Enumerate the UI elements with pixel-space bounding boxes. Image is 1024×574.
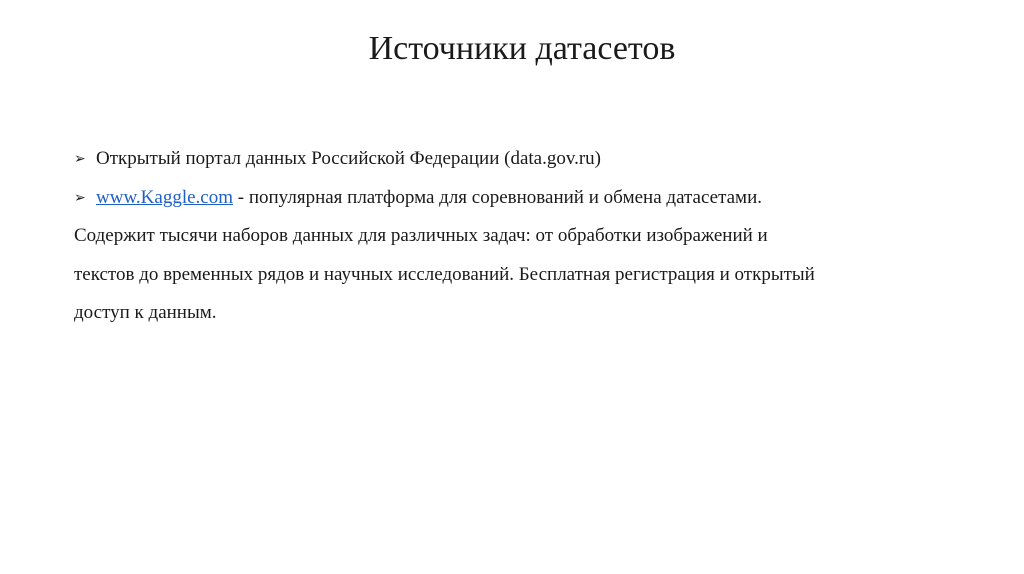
kaggle-link[interactable]: www.Kaggle.com <box>96 186 234 208</box>
arrow-bullet-icon: ➢ <box>74 151 86 167</box>
bullet-item <box>74 140 954 179</box>
slide-content <box>74 140 954 333</box>
arrow-bullet-icon: ➢ <box>74 189 86 206</box>
bullet-text: - популярная платформа для соревнований и обмена датасетами. <box>233 186 762 208</box>
bullet-item <box>74 179 954 218</box>
paragraph-line: Содержит тысячи наборов данных для различных задач: от обработки изображений и <box>74 225 768 246</box>
bullet-text: Открытый портал данных Российской Федерации (data.gov.ru) <box>96 148 602 169</box>
paragraph-line: текстов до временных рядов и научных исследований. Бесплатная регистрация и открытый <box>74 263 815 285</box>
paragraph-line: доступ к данным. <box>74 302 217 323</box>
slide-title: Источники датасетов <box>368 30 676 67</box>
